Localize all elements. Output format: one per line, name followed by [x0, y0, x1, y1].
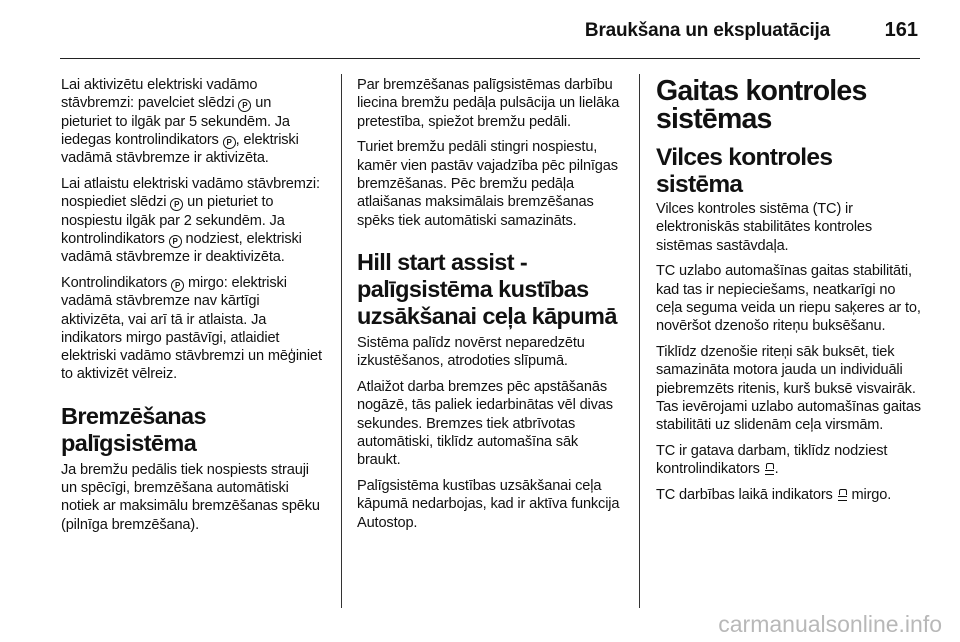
chapter-title: Gaitas kontroles sistēmas	[656, 75, 867, 135]
traction-control-icon	[764, 462, 775, 474]
paragraph: TC darbības laikā indikators mirgo.	[656, 487, 892, 504]
column-3	[656, 76, 922, 512]
section-heading: Bremzēšanas palīgsistēma	[61, 402, 206, 456]
paragraph: TC uzlabo automašīnas gaitas stabilitāti, kad tas ir nepieciešams, neatkarīgi no ceļa seguma veida un riepu saķeres ar to, novēršot dzenošo riteņu buksēšanu.	[656, 263, 921, 335]
column-2	[357, 76, 625, 539]
parking-brake-icon: P	[238, 99, 251, 112]
paragraph: Vilces kontroles sistēma (TC) ir elektroniskās stabilitātes kontroles sistēmas sastāvdaļa.	[656, 201, 873, 254]
watermark: carmanualsonline.info	[718, 611, 942, 637]
parking-brake-icon: P	[169, 235, 182, 248]
paragraph: Turiet bremžu pedāli stingri nospiestu, kamēr vien pastāv vajadzība pēc pilnīgas bremzēšanas. Pēc bremžu pedāļa atlaišanas maksimālais bremzēšanas spēks tiek automātiski samazināts.	[357, 139, 618, 229]
column-1	[61, 76, 323, 541]
paragraph: Atlaižot darba bremzes pēc apstāšanās nogāzē, tās paliek iedarbinātas vēl divas sekundes. Bremzes tiek atbrīvotas automātiski, tiklīdz automašīna sāk braukt.	[357, 378, 613, 469]
page-header	[60, 0, 920, 59]
section-title: Braukšana un ekspluatācija	[584, 20, 830, 41]
paragraph: Sistēma palīdz novērst neparedzētu izkustēšanos, atrodoties slīpumā.	[357, 334, 585, 370]
paragraph: Kontrolindikators P mirgo: elektriski vadāmā stāvbremze nav kārtīgi aktivizēta, vai arī tā ir atlaista. Ja indikators mirgo pastāvīgi, atlaidiet elektriski vadāmo stāvbremzi un mēģiniet to aktivizēt vēlreiz.	[61, 274, 322, 383]
subsection-heading: Vilces kontroles sistēma	[656, 144, 833, 198]
paragraph: Palīgsistēma kustības uzsākšanai ceļa kāpumā nedarbojas, kad ir aktīva funkcija Autostop.	[357, 477, 620, 531]
paragraph: Lai aktivizētu elektriski vadāmo stāvbremzi: pavelciet slēdzi P un pieturiet to ilgāk par 5 sekundēm. Ja iedegas kontrolindikators P , elektriski vadāmā stāvbremze ir aktivizēta.	[61, 77, 299, 167]
paragraph: Par bremzēšanas palīgsistēmas darbību liecina bremžu pedāļa pulsācija un lielāka pretestība, spiežot bremžu pedāli.	[357, 77, 620, 130]
parking-brake-icon: P	[170, 198, 183, 211]
column-divider	[341, 74, 342, 608]
parking-brake-icon: P	[171, 279, 184, 292]
paragraph: TC ir gatava darbam, tiklīdz nodziest kontrolindikators .	[656, 443, 888, 478]
paragraph: Tiklīdz dzenošie riteņi sāk buksēt, tiek samazināta motora jauda un individuāli piebremzēts ritenis, kurš buksē visvairāk. Tas ievērojami uzlabo automašīnas gaitas stabilitāti uz slidenām ceļa virsmām.	[656, 344, 921, 434]
paragraph: Lai atlaistu elektriski vadāmo stāvbremzi: nospiediet slēdzi P un pieturiet to nospiestu ilgāk par 2 sekundēm. Ja kontrolindikators P nodziest, elektriski vadāmā stāvbremze ir deaktivizēta.	[61, 175, 320, 266]
section-heading: Hill start assist - palīgsistēma kustības uzsākšanai ceļa kāpumā	[357, 248, 617, 329]
parking-brake-icon: P	[223, 136, 236, 149]
column-divider	[639, 74, 640, 608]
paragraph: Ja bremžu pedālis tiek nospiests strauji un spēcīgi, bremzēšana automātiski notiek ar maksimālu bremzēšanas spēku (pilnīga bremzēšana).	[61, 461, 320, 533]
page-number: 161	[884, 19, 918, 41]
traction-control-icon	[837, 488, 848, 500]
